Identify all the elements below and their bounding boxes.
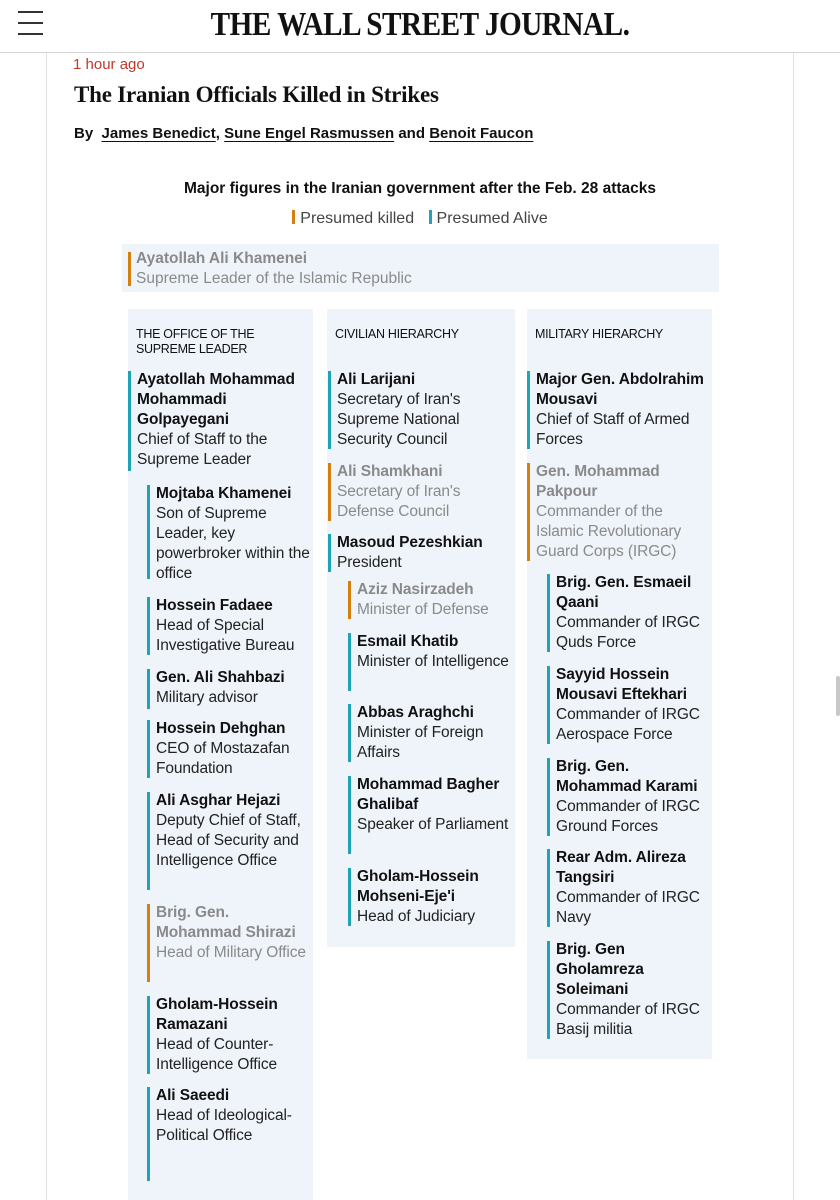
status-bar — [547, 574, 550, 652]
person-name: Aziz Nasirzadeh — [357, 581, 474, 598]
person-role: Commander of IRGC Basij militia — [556, 1001, 700, 1038]
status-bar — [547, 666, 550, 744]
status-bar — [527, 371, 530, 449]
column-heading: THE OFFICE OF THE SUPREME LEADER — [136, 327, 255, 356]
person-name: Ali Saeedi — [156, 1087, 230, 1104]
person-role: Head of Counter-Intelligence Office — [156, 1036, 278, 1073]
person-name: Ali Shamkhani — [337, 463, 443, 480]
status-bar — [147, 669, 150, 709]
person-entry — [328, 462, 514, 522]
status-bar — [348, 868, 351, 926]
person-entry — [527, 462, 711, 562]
legend-killed — [292, 210, 414, 227]
person-role: Secretary of Iran's Defense Council — [337, 483, 461, 520]
person-entry — [147, 1086, 311, 1146]
status-bar — [547, 941, 550, 1039]
person-role: Military advisor — [156, 689, 258, 706]
status-bar — [147, 720, 150, 778]
person-entry — [147, 995, 311, 1075]
headline: The Iranian Officials Killed in Strikes — [74, 82, 439, 107]
legend-swatch — [429, 210, 432, 224]
person-entry — [147, 719, 311, 779]
person-entry — [547, 940, 711, 1040]
byline-and: and — [398, 125, 426, 142]
person-role: Head of Ideological-Political Office — [156, 1107, 292, 1144]
person-role: Son of Supreme Leader, key powerbroker within the office — [156, 505, 310, 582]
person-entry — [547, 573, 711, 653]
status-bar — [147, 996, 150, 1074]
byline: By James Benedict, Sune Engel Rasmussen and Benoit Faucon — [74, 125, 534, 142]
person-entry — [147, 668, 311, 708]
person-role: Head of Judiciary — [357, 908, 476, 925]
person-name: Sayyid Hossein Mousavi Eftekhari — [556, 666, 687, 703]
status-bar — [147, 597, 150, 655]
legend — [0, 210, 840, 228]
person-entry — [147, 791, 311, 871]
person-role: Chief of Staff of Armed Forces — [536, 411, 690, 448]
person-role: Minister of Foreign Affairs — [357, 724, 484, 761]
status-bar — [547, 758, 550, 836]
person-name: Ali Asghar Hejazi — [156, 792, 281, 809]
column-heading: MILITARY HIERARCHY — [535, 327, 663, 341]
person-entry — [348, 867, 514, 927]
person-entry — [147, 903, 311, 963]
person-role: Commander of IRGC Ground Forces — [556, 798, 700, 835]
person-entry — [328, 533, 514, 573]
top-bar — [0, 0, 840, 53]
legend-label: Presumed killed — [300, 210, 415, 227]
status-bar — [527, 463, 530, 561]
person-role: Head of Special Investigative Bureau — [156, 617, 295, 654]
menu-icon[interactable] — [18, 11, 43, 35]
graphic-title: Major figures in the Iranian government after the Feb. 28 attacks — [183, 180, 656, 197]
person-entry — [348, 632, 514, 672]
author-link[interactable]: James Benedict — [101, 125, 216, 142]
status-bar — [348, 581, 351, 619]
person-role: Minister of Intelligence — [357, 653, 509, 670]
status-bar — [147, 1087, 150, 1181]
person-name: Esmail Khatib — [357, 633, 459, 650]
person-entry — [348, 580, 514, 620]
person-entry — [128, 370, 310, 470]
person-role: Supreme Leader of the Islamic Republic — [136, 270, 412, 287]
author-link[interactable]: Sune Engel Rasmussen — [224, 125, 395, 142]
person-name: Major Gen. Abdolrahim Mousavi — [536, 371, 704, 408]
person-entry — [547, 665, 711, 745]
status-bar — [348, 633, 351, 691]
person-entry — [348, 775, 514, 835]
masthead-logo[interactable]: THE WALL STREET JOURNAL. — [210, 6, 630, 43]
person-entry — [328, 370, 514, 450]
person-role: Minister of Defense — [357, 601, 489, 618]
person-name: Gen. Mohammad Pakpour — [536, 463, 660, 500]
status-bar — [147, 792, 150, 890]
person-entry — [348, 703, 514, 763]
status-bar — [128, 252, 131, 286]
person-entry — [527, 370, 711, 450]
person-name: Mojtaba Khamenei — [156, 485, 292, 502]
person-role: Deputy Chief of Staff, Head of Security and Intelligence Office — [156, 812, 301, 869]
status-bar — [328, 463, 331, 521]
status-bar — [147, 904, 150, 982]
person-name: Ayatollah Ali Khamenei — [136, 250, 308, 267]
person-name: Gholam-Hossein Ramazani — [156, 996, 278, 1033]
scrollbar-thumb[interactable] — [836, 676, 840, 716]
status-bar — [348, 776, 351, 854]
status-bar — [128, 371, 131, 471]
person-name: Gen. Ali Shahbazi — [156, 669, 285, 686]
legend-swatch — [292, 210, 295, 224]
person-name: Gholam-Hossein Mohseni-Eje'i — [357, 868, 479, 905]
status-bar — [547, 849, 550, 927]
person-name: Brig. Gen. Esmaeil Qaani — [556, 574, 692, 611]
person-name: Rear Adm. Alireza Tangsiri — [556, 849, 686, 886]
person-role: Speaker of Parliament — [357, 816, 509, 833]
person-name: Hossein Fadaee — [156, 597, 273, 614]
person-role: Commander of IRGC Quds Force — [556, 614, 700, 651]
person-role: Commander of the Islamic Revolutionary Guard Corps (IRGC) — [536, 503, 682, 560]
legend-label: Presumed Alive — [436, 210, 548, 227]
person-entry — [547, 757, 711, 837]
status-bar — [348, 704, 351, 762]
supreme-leader-box — [122, 244, 719, 292]
person-role: CEO of Mostazafan Foundation — [156, 740, 290, 777]
person-name: Mohammad Bagher Ghalibaf — [357, 776, 500, 813]
person-role: Secretary of Iran's Supreme National Security Council — [337, 391, 461, 448]
status-bar — [328, 534, 331, 572]
byline-prefix: By — [74, 125, 94, 142]
person-role: Head of Military Office — [156, 944, 306, 961]
person-role: Commander of IRGC Aerospace Force — [556, 706, 700, 743]
author-link[interactable]: Benoit Faucon — [429, 125, 534, 142]
person-name: Brig. Gen. Mohammad Karami — [556, 758, 698, 795]
person-name: Masoud Pezeshkian — [337, 534, 483, 551]
person-role: President — [337, 554, 402, 571]
legend-alive — [429, 210, 548, 227]
person-entry — [147, 484, 311, 584]
status-bar — [147, 485, 150, 579]
timestamp: 1 hour ago — [73, 56, 145, 73]
person-name: Brig. Gen. Mohammad Shirazi — [156, 904, 296, 941]
column-heading: CIVILIAN HIERARCHY — [335, 327, 459, 341]
person-role: Commander of IRGC Navy — [556, 889, 700, 926]
status-bar — [328, 371, 331, 449]
person-entry — [147, 596, 311, 656]
person-name: Hossein Dehghan — [156, 720, 286, 737]
person-name: Abbas Araghchi — [357, 704, 474, 721]
person-name: Ali Larijani — [337, 371, 416, 388]
person-role: Chief of Staff to the Supreme Leader — [137, 431, 268, 468]
person-entry — [547, 848, 711, 928]
person-name: Ayatollah Mohammad Mohammadi Golpayegani — [137, 371, 295, 428]
person-name: Brig. Gen Gholamreza Soleimani — [556, 941, 644, 998]
